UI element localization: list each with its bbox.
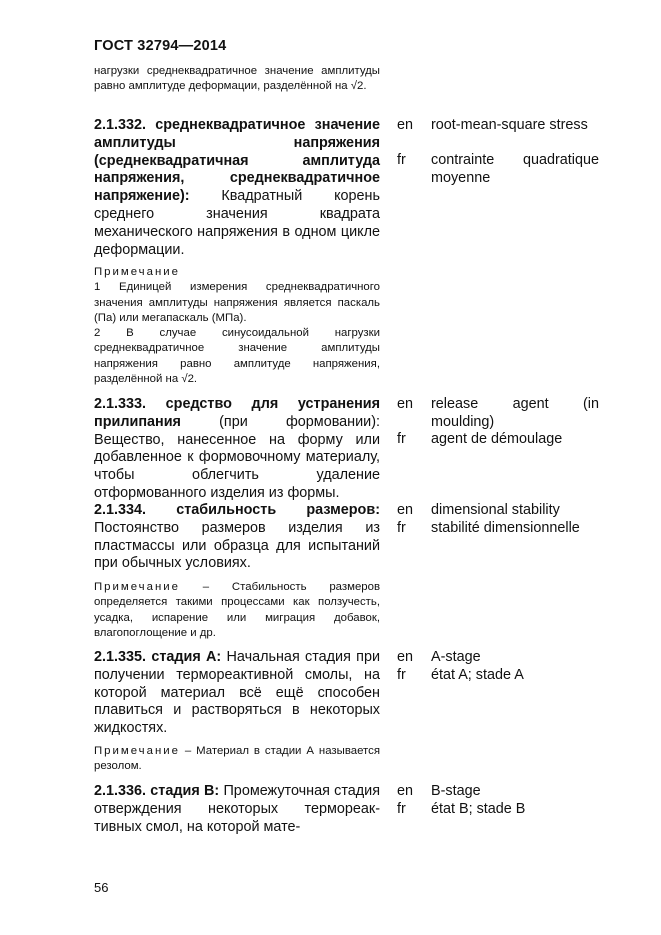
entry-definition: Начальная стадия при получении термореактивной смолы, на которой материал всё ещё способен плавиться и растворяться в некоторых жидкостях.	[94, 649, 381, 737]
entry-term: стадия А:	[151, 649, 222, 665]
entry-2-1-333	[94, 396, 380, 503]
entry-definition: Постоянство размеров изделия из пластмассы или образца для испытаний при обычных условиях.	[94, 519, 380, 572]
lang-en-label: en	[397, 649, 414, 665]
entry-2-1-334-note	[94, 580, 380, 641]
entry-term: средство для устранения прилипания	[94, 396, 381, 430]
translation-en: dimensional stability	[431, 502, 560, 518]
translation-fr: stabilité dimensionnelle	[431, 520, 580, 536]
lang-en-label: en	[397, 783, 414, 799]
note-text: – Материал в стадии А называется резолом.	[94, 745, 380, 773]
note-label: Примечание	[94, 745, 180, 757]
entry-term: стабильность размеров:	[176, 502, 380, 518]
lang-fr-label: fr	[397, 667, 406, 683]
translation-fr-text: contrainte quadratique moyenne	[431, 152, 599, 186]
note-item-2: 2 В случае синусоидальной нагрузки среднеквадратичное значение амплитуды напряжения равно амплитуде напряжения, разделённой на √2.	[94, 327, 380, 386]
lang-fr-label: fr	[397, 152, 406, 168]
note-label: Примечание	[94, 266, 180, 278]
note-item-1: 1 Единицей измерения среднеквадратичного значения амплитуды напряжения является паскаль (Па) или мегапаскаль (МПа).	[94, 281, 380, 324]
entry-number: 2.1.335.	[94, 649, 147, 665]
entry-number: 2.1.334.	[94, 502, 147, 518]
entry-number: 2.1.332.	[94, 117, 147, 133]
entry-qualifier: (при формовании):	[219, 413, 380, 430]
entry-2-1-334-text	[94, 502, 380, 573]
entry-number: 2.1.333.	[94, 396, 147, 412]
continuation-paragraph: нагрузки среднеквадратичное значение амплитуды равно амплитуде деформации, разделённой на √2.	[94, 65, 380, 93]
continuation-text	[94, 64, 380, 95]
translation-fr: état B; stade B	[431, 801, 526, 817]
note-paragraph	[94, 744, 380, 775]
document-header: ГОСТ 32794—2014	[94, 38, 227, 54]
translation-en: B-stage	[431, 783, 481, 799]
entry-2-1-335-text	[94, 649, 380, 738]
note-paragraph	[94, 580, 380, 641]
entry-2-1-335	[94, 649, 380, 738]
entry-2-1-332	[94, 117, 380, 259]
entry-2-1-332-note	[94, 265, 380, 387]
entry-2-1-336	[94, 783, 380, 836]
entry-number: 2.1.336.	[94, 783, 147, 799]
entry-term: стадия В:	[150, 783, 220, 799]
entry-2-1-333-text	[94, 396, 380, 503]
lang-fr-label: fr	[397, 801, 406, 817]
translation-en: release agent (in moulding)	[431, 396, 599, 430]
translation-en: A-stage	[431, 649, 481, 665]
entry-2-1-332-text	[94, 117, 380, 259]
entry-2-1-335-note	[94, 744, 380, 775]
translation-fr: agent de démoulage	[431, 431, 563, 447]
note-label: Примечание	[94, 581, 180, 593]
entry-definition: Квадратный корень среднего значения квадрата механического напряжения в одном цикле деформации.	[94, 188, 380, 258]
entry-definition: Вещество, нанесенное на форму или добавленное к формовочному материалу, чтобы облегчить удаление отформованного изделия из формы.	[94, 431, 380, 501]
lang-fr-label: fr	[397, 520, 406, 536]
note-text: – Стабильность размеров определяется такими процессами как ползучесть, усадка, испарение или миграция добавок, влагопоглощение и др.	[94, 581, 380, 639]
lang-en-label: en	[397, 117, 414, 133]
entry-term: среднеквадратичное значение амплитуды напряжения (среднеквадратичная амплитуда напряжения, среднеквадратичное напряжение):	[94, 117, 380, 205]
translation-en: root-mean-square stress	[431, 117, 588, 133]
lang-fr-label: fr	[397, 431, 406, 447]
entry-2-1-334	[94, 502, 380, 573]
lang-en-label: en	[397, 396, 414, 412]
lang-en-label: en	[397, 502, 414, 518]
entry-2-1-336-text	[94, 783, 380, 836]
entry-definition: Промежуточная стадия отверждения некоторых термореак-тивных смол, на которой мате-	[94, 783, 381, 835]
page-number: 56	[94, 880, 109, 895]
translation-fr: état A; stade A	[431, 667, 524, 683]
translation-fr	[431, 152, 599, 188]
